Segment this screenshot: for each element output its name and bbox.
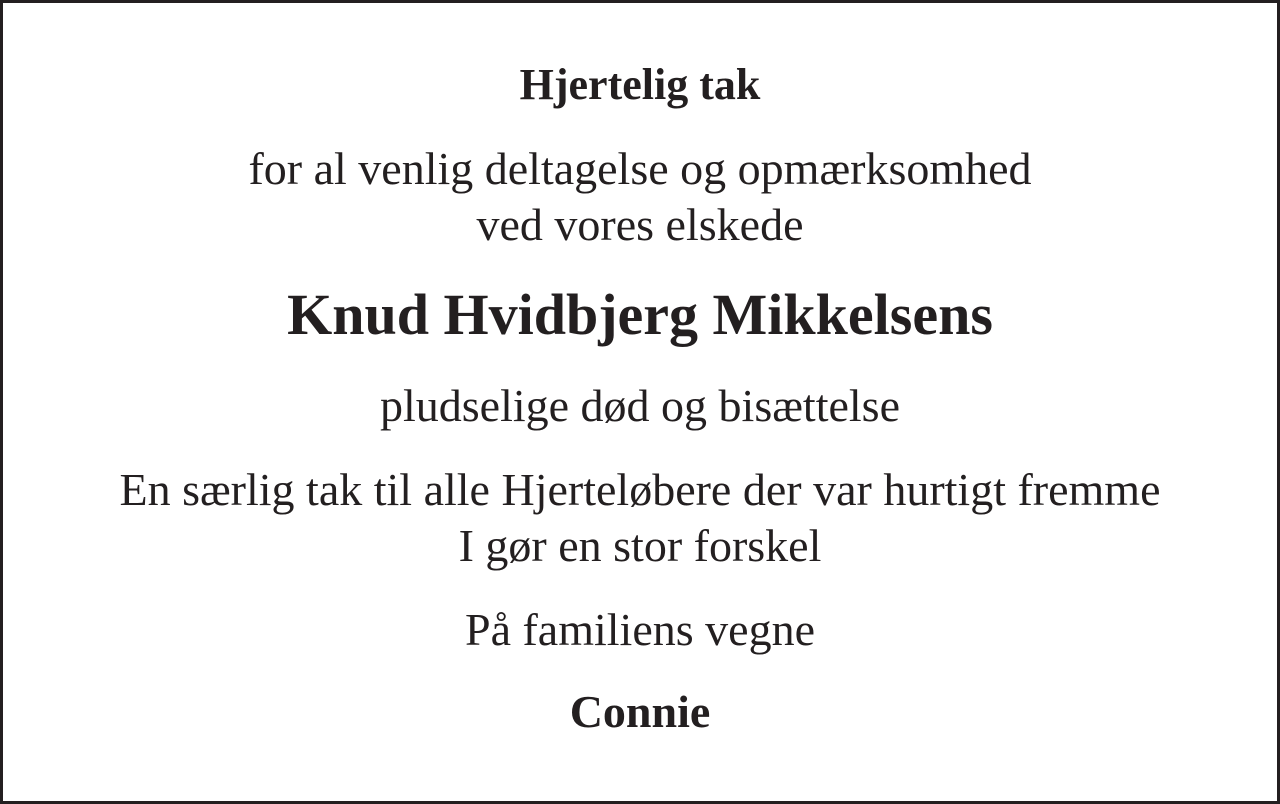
on-behalf-text: På familiens vegne (464, 604, 815, 655)
deceased-name: Knud Hvidbjerg Mikkelsens (287, 282, 993, 347)
intro-line-1: for al venlig deltagelse og opmærksomhed (248, 143, 1032, 194)
intro-line-2: ved vores elskede (476, 199, 804, 250)
special-thanks-line-1: En særlig tak til alle Hjerteløbere der var hurtigt fremme (119, 464, 1161, 515)
reason-text: pludselige død og bisættelse (379, 380, 900, 431)
signature: Connie (569, 686, 711, 737)
special-thanks-line-2: I gør en stor forskel (458, 520, 822, 571)
notice-heading: Hjertelig tak (519, 60, 761, 109)
